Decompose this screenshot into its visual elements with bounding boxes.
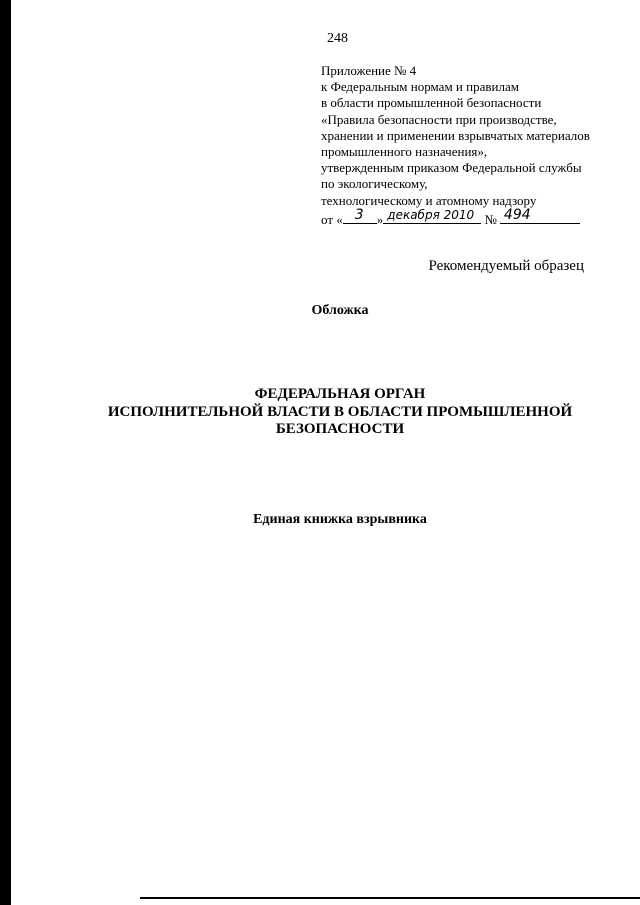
quote-close: » xyxy=(376,211,384,227)
month-blank xyxy=(383,209,481,224)
cover-heading: Обложка xyxy=(311,303,369,318)
appendix-line: промышленного назначения», xyxy=(321,144,488,160)
handwritten-day: 3 xyxy=(354,206,364,223)
handwritten-number: 494 xyxy=(503,206,531,223)
book-title: Единая книжка взрывника xyxy=(253,512,427,527)
handwritten-month: декабря 2010 xyxy=(387,207,475,222)
appendix-line: к Федеральным нормам и правилам xyxy=(321,79,519,95)
agency-title-line: ИСПОЛНИТЕЛЬНОЙ ВЛАСТИ В ОБЛАСТИ ПРОМЫШЛЕННОЙ xyxy=(107,403,573,420)
order-date-line xyxy=(321,206,621,228)
appendix-line: хранении и применении взрывчатых материалов xyxy=(321,127,590,143)
number-blank xyxy=(500,206,580,224)
date-prefix: от « xyxy=(321,211,343,227)
appendix-line: «Правила безопасности при производстве, xyxy=(321,111,557,127)
appendix-line: Приложение № 4 xyxy=(321,63,417,78)
agency-title-line: БЕЗОПАСНОСТИ xyxy=(275,421,405,437)
agency-title-line: ФЕДЕРАЛЬНАЯ ОРГАН xyxy=(254,386,426,402)
recommended-sample-label: Рекомендуемый образец xyxy=(428,258,584,274)
day-blank xyxy=(343,206,377,224)
agency-title xyxy=(0,386,640,439)
scan-left-border xyxy=(0,0,11,905)
appendix-line: технологическому и атомному надзору xyxy=(321,192,537,208)
appendix-line: по экологическому, xyxy=(321,176,428,192)
appendix-line: в области промышленной безопасности xyxy=(321,95,542,111)
number-prefix: № xyxy=(484,211,497,227)
appendix-line: утвержденным приказом Федеральной службы xyxy=(321,160,582,176)
appendix-header xyxy=(321,63,621,228)
scan-bottom-edge xyxy=(140,897,640,899)
page-number: 248 xyxy=(327,31,348,46)
